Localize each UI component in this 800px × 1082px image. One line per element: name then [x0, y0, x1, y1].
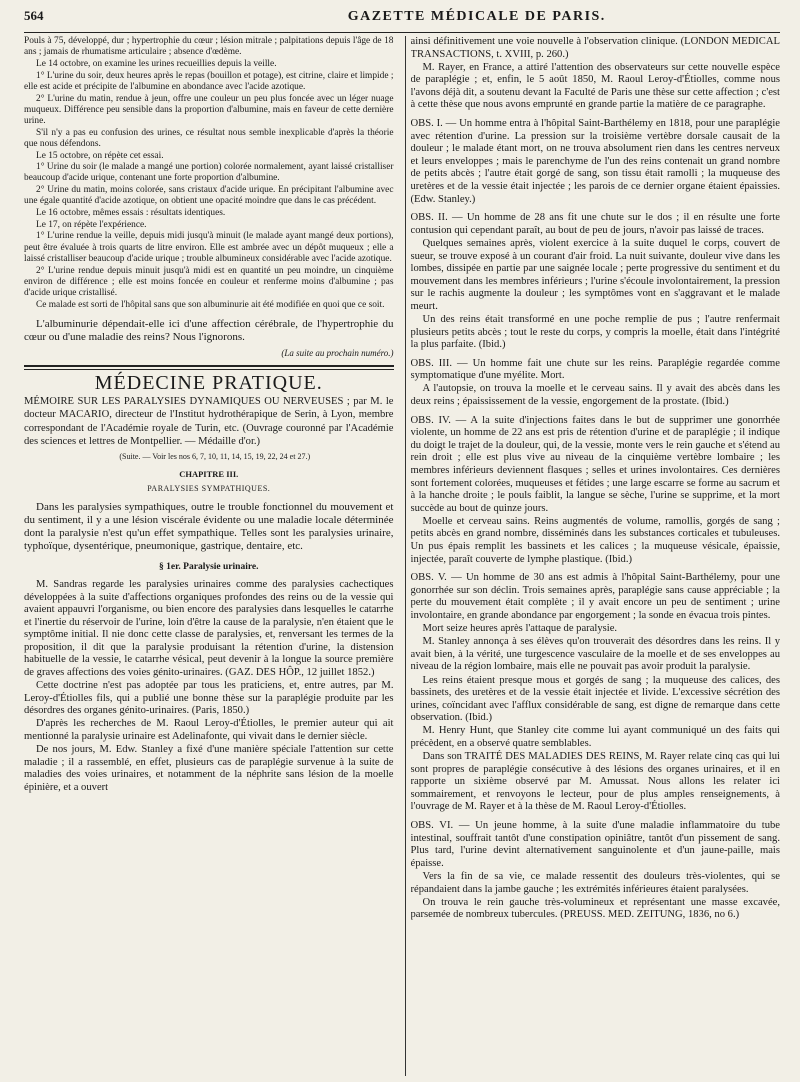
- column-rule: [405, 36, 406, 1076]
- paragraph: M. Rayer, en France, a attiré l'attention des observateurs sur cette nouvelle espèce de paraplégie ; et, enfin, le 5 août 1850, M. Raoul Leroy-d'Étiolles, comme nous l'avons déjà dit, a soutenu devant la Faculté de Paris une thèse sur cette affection ; c'est à cette thèse que nous avons emprunté en grande partie la matière de ce paragraphe.: [410, 61, 780, 111]
- paragraph: M. Sandras regarde les paralysies urinaires comme des paralysies cachectiques développées à la suite d'affections organiques profondes des reins ou de la vessie qui avaient appauvri l'organisme, ou bien encore des paralysies dans lesquelles le catarrhe et l'inertie du réservoir de l'urine, loin d'être la cause de la paralysie, n'en étaient que le symptôme initial. Il nie donc cette classe de paralysies, et, renversant les termes de la proposition, il dit que la paralysie produisant la rétention d'urine, la distension habituelle de la vessie, le catarrhe vésical, peut devenir à la longue la source première de graves affections des voies génito-urinaires. (GAZ. DES HÔP., 12 juillet 1852.): [24, 578, 394, 679]
- observation-1: OBS. I. — Un homme entra à l'hôpital Saint-Barthélemy en 1818, pour une paraplégie avec rétention d'urine. La pression sur la troisième vertèbre dorsale causait de la douleur ; le malade étant mort, on ne trouva absolument rien dans les centres nerveux et leurs enveloppes ; mais le parenchyme de l'un des reins contenait un grand nombre de petits abcès ; l'autre était gorgé de sang, son tissu était ramolli ; la muqueuse des uretères et de la vessie était injectée ; les parois de ce dernier organe étaient épaissies. (Edw. Stanley.): [410, 118, 780, 205]
- paragraph: M. Stanley annonça à ses élèves qu'on trouverait des désordres dans les reins. Il y avait bien, à la vérité, une turgescence vasculaire de la moelle et de ses enveloppes au niveau de la région lombaire, mais elle ne pouvait pas avoir produit la paralysie.: [410, 636, 780, 673]
- paragraph: A l'autopsie, on trouva la moelle et le cerveau sains. Il y avait des abcès dans les deux reins ; épaississement de la vessie, engorgement de la prostate. (Ibid.): [410, 383, 780, 408]
- paragraph: Le 15 octobre, on répète cet essai.: [36, 150, 164, 161]
- paragraph: 1° L'urine rendue la veille, depuis midi jusqu'à minuit (le malade ayant mangé deux portions), peut être évaluée à trois quarts de litre environ. Elle est ambrée avec un dépôt muqueux ; elle a laissé cristalliser beaucoup d'acide urique ; trouble albumineux considérable avec l'acide azotique.: [24, 231, 394, 264]
- paragraph: Les reins étaient presque mous et gorgés de sang ; la muqueuse des calices, des bassinets, des uretères et de la vessie était injectée et livide. L'excessive sécrétion des urines, coïncidant avec l'afflux considérable de sang, est digne de remarque dans cette observation. (Ibid.): [410, 674, 780, 724]
- paragraph: S'il n'y a pas eu confusion des urines, ce résultat nous semble inexplicable d'après la théorie que nous défendons.: [24, 127, 394, 149]
- paragraph: ainsi définitivement une voie nouvelle à l'observation clinique. (LONDON MEDICAL TRANSACTIONS, t. XVIII, p. 260.): [410, 36, 780, 60]
- observation-3: OBS. III. — Un homme fait une chute sur les reins. Paraplégie regardée comme symptomatique d'une myélite. Mort.: [410, 357, 780, 382]
- paragraph: Le 16 octobre, mêmes essais : résultats identiques.: [36, 208, 226, 219]
- paragraph: Mort seize heures après l'attaque de paralysie.: [422, 623, 618, 635]
- paragraph: M. Henry Hunt, que Stanley cite comme lui ayant communiqué un des faits qui précèdent, en a observé quatre semblables.: [410, 725, 780, 749]
- paragraph: Ce malade est sorti de l'hôpital sans que son albuminurie ait été modifiée en quoi que ce soit.: [36, 299, 385, 310]
- observation-4: OBS. IV. — A la suite d'injections faites dans le but de supprimer une gonorrhée violente, un homme de 22 ans est pris de rétention d'urine et de paraplégie ; il indique du doigt le trajet de la douleur, qui, de la vessie, monte vers le rein gauche et s'étend au rein droit ; elle est plus vive au niveau de la cinquième vertèbre lombaire ; les membres inférieurs deviennent flasques ; selles et urines involontaires. Ces dernières sont fortement colorées, muqueuses et fétides ; une large escarre se forme au sacrum et à la hanche droite ; le pouls faiblit, la langue se sèche, l'urine se supprime, et la mort succède au bout de quinze jours.: [410, 414, 780, 514]
- suite-references: (Suite. — Voir les nos 6, 7, 10, 11, 14, 15, 19, 22, 24 et 27.): [119, 452, 311, 462]
- chapter-subheading: PARALYSIES SYMPATHIQUES.: [147, 483, 271, 493]
- section-divider: [24, 365, 394, 370]
- paragraph: On trouva le rein gauche très-volumineux et représentant une masse excavée, parsemée de nombreux tubercules. (PREUSS. MED. ZEITUNG, 1836, no 6.): [410, 896, 780, 921]
- paragraph: Quelques semaines après, violent exercice à la suite duquel le corps, couvert de sueur, se trouve exposé à un courant d'air froid. La nuit suivante, douleur vive dans les lombes, dissipée en partie par une saignée locale ; perte progressive du sentiment et du mouvement dans les membres inférieurs ; l'urine s'écoule involontairement, la pression sur le rachis augmente la douleur ; les symptômes vont en s'aggravant et le malade meurt.: [410, 237, 780, 312]
- observation-5: OBS. V. — Un homme de 30 ans est admis à l'hôpital Saint-Barthélemy, pour une gonorrhée sur son déclin. Trois semaines après, paraplégie sans cause appréciable ; la perte du mouvement était complète ; il y avait encore un peu de sentiment ; urine involontaire, en grande abondance par engorgement ; la sonde en évacua trois pintes.: [410, 572, 780, 622]
- paragraph: Le 17, on répète l'expérience.: [36, 219, 147, 230]
- section-title: MÉDECINE PRATIQUE.: [94, 372, 323, 395]
- paragraph: Le 14 octobre, on examine les urines recueillies depuis la veille.: [36, 58, 277, 69]
- paragraph: 1° Urine du soir (le malade a mangé une portion) colorée normalement, ayant laissé cristalliser beaucoup d'acide urique, contenant une forte proportion d'albumine.: [24, 162, 394, 184]
- paragraph: 2° L'urine du matin, rendue à jeun, offre une couleur un peu plus foncée avec un léger nuage muqueux. Différence peu sensible dans la proportion d'albumine, mais en faveur de cette dernière urine.: [24, 93, 394, 126]
- paragraph: Dans son TRAITÉ DES MALADIES DES REINS, M. Rayer relate cinq cas qui lui sont propres de paraplégie consécutive à des lésions des organes urinaires, et il en rapporte un sixième observé par M. Amussat. Nous allons les relater ici sommairement, et renvoyons le lecteur, pour de plus amples renseignements, à l'ouvrage de M. Rayer et à la thèse de M. Raoul Leroy-d'Étiolles.: [410, 751, 780, 813]
- paragraph: Moelle et cerveau sains. Reins augmentés de volume, ramollis, gorgés de sang ; petits abcès en grand nombre, disséminés dans les substances corticales et tubuleuses. Un pus épais remplit les bassinets et les calices ; la muqueuse vésicale, épaissie, injectée, paraît couverte de lymphe plastique. (Ibid.): [410, 515, 780, 565]
- page-header: [24, 8, 780, 33]
- journal-title: GAZETTE MÉDICALE DE PARIS.: [347, 9, 606, 24]
- columns: [24, 36, 780, 1076]
- paragraph: 1° L'urine du soir, deux heures après le repas (bouillon et potage), est citrine, claire et limpide ; elle est acide et précipite de l'albumine en abondance avec l'acide azotique.: [24, 70, 394, 92]
- chapter-heading: CHAPITRE III.: [179, 469, 239, 480]
- left-column: [24, 36, 400, 1076]
- conclusion: L'albuminurie dépendait-elle ici d'une affection cérébrale, de l'hypertrophie du cœur ou d'une maladie des reins? Nous l'ignorons.: [24, 317, 394, 343]
- subsection-heading: § 1er. Paralysie urinaire.: [159, 561, 259, 572]
- paragraph: Vers la fin de sa vie, ce malade ressentit des douleurs très-violentes, qui se répandaient dans la jambe gauche ; les extrémités inférieures étaient paralysées.: [410, 870, 780, 895]
- right-column: [411, 36, 781, 1076]
- paragraph: De nos jours, M. Edw. Stanley a fixé d'une manière spéciale l'attention sur cette maladie ; il a rassemblé, en effet, plusieurs cas de paraplégie survenue à la suite de maladies des voies urinaires, et notamment de la néphrite sans lésion de la moelle épinière, et a ouvert: [24, 744, 394, 793]
- observation-2: OBS. II. — Un homme de 28 ans fit une chute sur le dos ; il en résulte une forte contusion qui cependant paraît, au bout de peu de jours, n'avoir pas laissé de traces.: [410, 212, 780, 236]
- paragraph: Un des reins était transformé en une poche remplie de pus ; l'autre renfermait plusieurs petits abcès ; tout le reste du corps, y compris la moelle, était dans l'intégrité la plus parfaite. (Ibid.): [410, 313, 780, 351]
- paragraph: 2° Urine du matin, moins colorée, sans cristaux d'acide urique. En précipitant l'albumine avec une égale quantité d'acide azotique, on obtient une opacité moindre que dans le cas précédent.: [24, 185, 394, 207]
- memoir-heading: MÉMOIRE SUR LES PARALYSIES DYNAMIQUES OU NERVEUSES ; par M. le docteur MACARIO, directeur de l'Institut hydrothérapique de Serin, à Lyon, membre correspondant de l'Académie royale de Turin, etc. (Ouvrage couronné par l'Académie des sciences et lettres de Montpellier. — Médaille d'or.): [24, 396, 394, 447]
- page-number: 564: [24, 8, 44, 23]
- paragraph: 2° L'urine rendue depuis minuit jusqu'à midi est en quantité un peu moindre, un cinquième environ de différence ; elle est moins foncée en couleur et renferme moins d'albumine ; pas d'acide urique cristallisé.: [24, 265, 394, 298]
- observation-6: OBS. VI. — Un jeune homme, à la suite d'une maladie inflammatoire du tube intestinal, souffrait tantôt d'une constipation opiniâtre, tantôt d'un pissement de sang. Plus tard, l'urine devint alternativement sanguinolente et d'un jaune-paille, mais épaisse.: [410, 820, 780, 869]
- paragraph: Pouls à 75, développé, dur ; hypertrophie du cœur ; lésion mitrale ; palpitations depuis l'âge de 18 ans ; jamais de rhumatisme articulaire ; absence d'œdème.: [24, 36, 394, 58]
- paragraph: D'après les recherches de M. Raoul Leroy-d'Étiolles, le premier auteur qui ait mentionné la paralysie urinaire est Adelinafonte, qui vivait dans le dernier siècle.: [24, 718, 394, 743]
- paragraph: Cette doctrine n'est pas adoptée par tous les praticiens, et, entre autres, par M. Leroy-d'Étiolles fils, qui a publié une bonne thèse sur la paraplégie produite par les désordres des organes génito-urinaires. (Paris, 1850.): [24, 680, 394, 717]
- to-be-continued: (La suite au prochain numéro.): [281, 347, 394, 358]
- intro-paragraph: Dans les paralysies sympathiques, outre le trouble fonctionnel du mouvement et du sentiment, il y a une lésion viscérale évidente ou une maladie locale déterminée dont la paralysie n'est qu'un effet sympathique. Telles sont les paralysies urinaire, typhoïque, dysentérique, pneumonique, gastrique, dentaire, etc.: [24, 500, 394, 552]
